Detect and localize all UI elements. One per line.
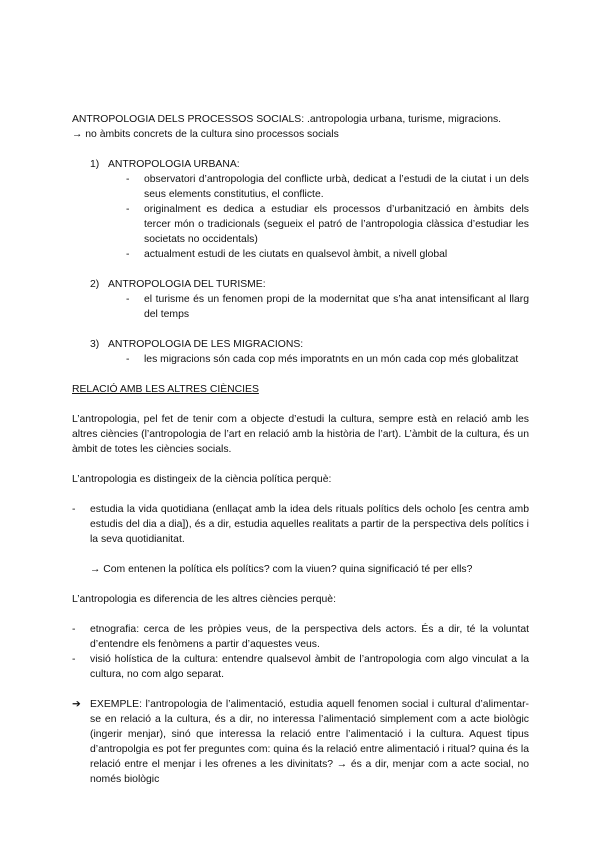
dash-marker: - xyxy=(72,504,76,515)
arrow-bullet-icon: ➔ xyxy=(72,699,81,710)
section-number: 1) xyxy=(90,159,100,170)
list-item: - visió holística de la cultura: entendre qualsevol àmbit de l’antropologia com algo vinculat a la cultura, no com algo separat. xyxy=(72,654,529,680)
dash-marker: - xyxy=(72,624,76,635)
dash-marker: - xyxy=(126,204,130,215)
diferencia-intro: L’antropologia es diferencia de les altres ciències perquè: xyxy=(72,594,336,605)
list-item: - estudia la vida quotidiana (enllaçat amb la idea dels rituals polítics dels ocholo [es centra amb estudis del dia a dia]), és a dir, estudia aquelles realitats a partir de la perspectiva dels polítics i la seva quotidianitat. xyxy=(72,504,529,545)
section-title xyxy=(72,277,529,292)
list-item: - actualment estudi de les ciutats en qualsevol àmbit, a nivell global xyxy=(126,249,448,260)
dash-marker: - xyxy=(126,354,130,365)
section-title-text: ANTROPOLOGIA DE LES MIGRACIONS: xyxy=(108,339,304,350)
section-title-text: ANTROPOLOGIA URBANA: xyxy=(108,159,240,170)
politica-list xyxy=(72,502,529,547)
section-list xyxy=(72,352,529,367)
relacio-paragraph: L’antropologia, pel fet de tenir com a objecte d’estudi la cultura, sempre està en relació amb les altres ciències (l’antropologia de l’art en relació amb la història de l’art). L’àmbit de la cultura, és un àmbit de totes les ciències socials. xyxy=(72,414,529,455)
dash-marker: - xyxy=(72,654,76,665)
section-title xyxy=(72,157,529,172)
section-urbana xyxy=(72,157,529,262)
politica-intro: L’antropologia es distingeix de la ciència política perquè: xyxy=(72,474,332,485)
list-item: - originalment es dedica a estudiar els processos d’urbanització en àmbits dels tercer món o tradicionals (segueix el patró de l’antropologia clàssica d’estudiar les societats no occidentals) xyxy=(126,204,529,245)
list-item: - observatori d’antropologia del conflicte urbà, dedicat a l’estudi de la ciutat i un dels seus elements constitutius, el conflicte. xyxy=(126,174,529,200)
intro-title: ANTROPOLOGIA DELS PROCESSOS SOCIALS: .antropologia urbana, turisme, migracions. xyxy=(72,114,502,125)
list-item: - les migracions són cada cop més imporatnts en un món cada cop més globalitzat xyxy=(126,354,519,365)
section-title-text: ANTROPOLOGIA DEL TURISME: xyxy=(108,279,266,290)
relacio-heading: RELACIÓ AMB LES ALTRES CIÈNCIES xyxy=(72,384,259,395)
list-item: - el turisme és un fenomen propi de la modernitat que s’ha anat intensificant al llarg del temps xyxy=(126,294,529,320)
arrow-note: → Com entenen la política els polítics? com la viuen? quina significació té per ells? xyxy=(90,564,473,575)
diferencia-list xyxy=(72,622,529,682)
example-paragraph xyxy=(72,697,529,787)
dash-marker: - xyxy=(126,249,130,260)
dash-marker: - xyxy=(126,174,130,185)
section-number: 2) xyxy=(90,279,100,290)
list-item: - etnografia: cerca de les pròpies veus, de la perspectiva dels actors. És a dir, té la voluntat d’entendre els fenòmens a partir d’aquestes veus. xyxy=(72,624,529,650)
section-migracions xyxy=(72,337,529,367)
section-title xyxy=(72,337,529,352)
dash-marker: - xyxy=(126,294,130,305)
example-text: EXEMPLE: l’antropologia de l’alimentació, estudia aquell fenomen social i cultural d’alimentar-se en relació a la cultura, és a dir, no interessa l’alimentació simplement com a acte biològic (ingerir menjar), sinó que interessa la relació entre l’alimentació i la cultura. Aquest tipus d’antropolgia es pot fer preguntes com: quina és la relació entre alimentació i ritual? quina és la relació entre el menjar i les ofrenes a les divinitats? → és a dir, menjar com a acte social, no només biològic xyxy=(90,699,529,785)
intro-subtitle: → no àmbits concrets de la cultura sino processos socials xyxy=(72,129,339,140)
section-number: 3) xyxy=(90,339,100,350)
section-list xyxy=(72,292,529,322)
section-list xyxy=(72,172,529,262)
section-turisme xyxy=(72,277,529,322)
document-page xyxy=(72,112,529,787)
